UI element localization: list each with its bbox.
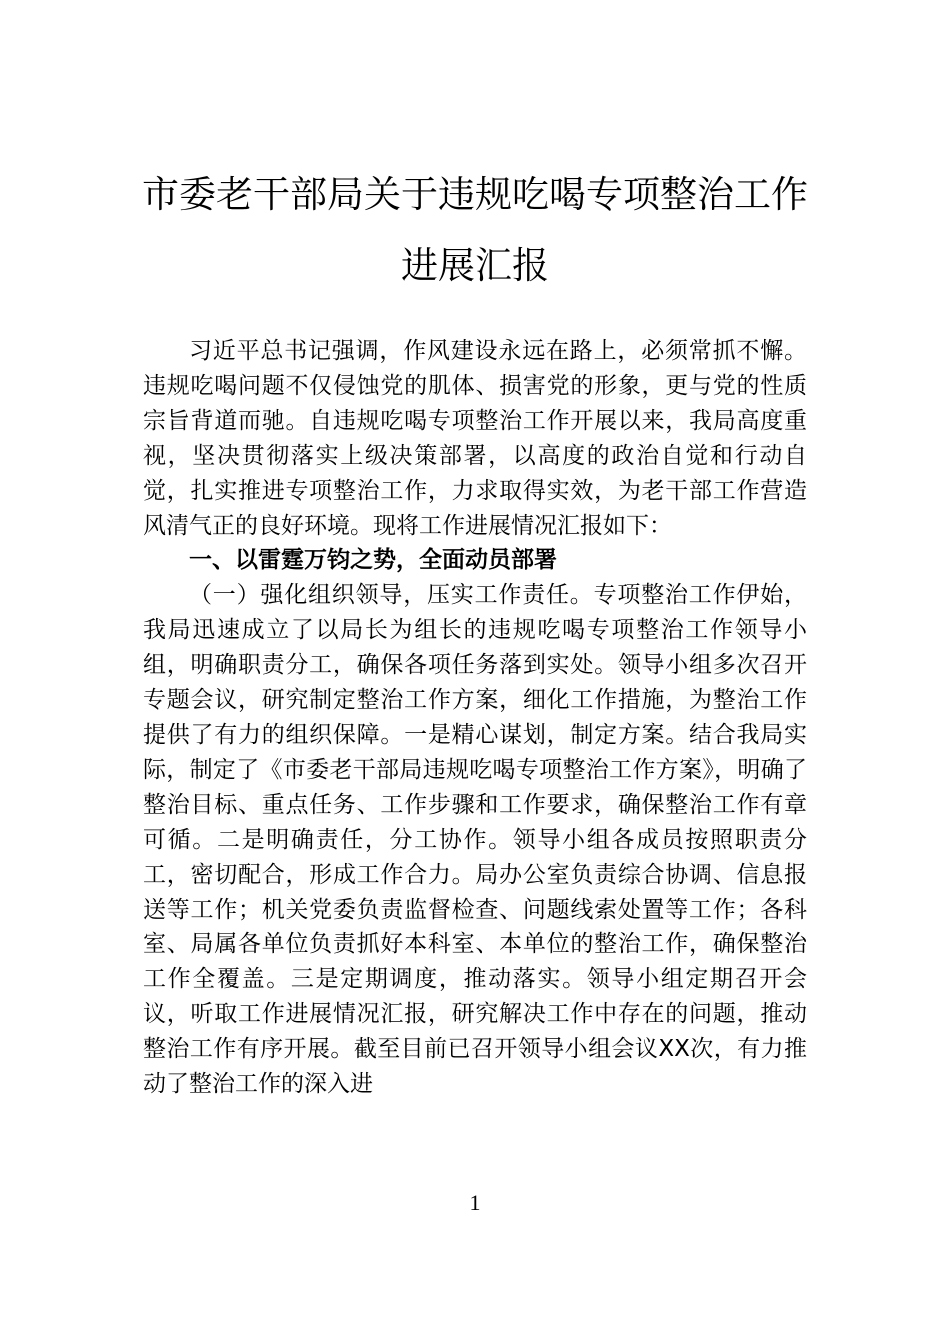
section-heading: 一、以雷霆万钧之势，全面动员部署 <box>189 547 557 574</box>
section-paragraph: （一）强化组织领导，压实工作责任。专项整治工作伊始，我局迅速成立了以局长为组长的违规吃喝专项整治工作领导小组，明确职责分工，确保各项任务落到实处。领导小组多次召开专题会议，研究制定整治工作方案，细化工作措施，为整治工作提供了有力的组织保障。一是精心谋划，制定方案。结合我局实际，制定了《市委老干部局违规吃喝专项整治工作方案》，明确了整治目标、重点任务、工作步骤和工作要求，确保整治工作有章可循。二是明确责任，分工协作。领导小组各成员按照职责分工，密切配合，形成工作合力。局办公室负责综合协调、信息报送等工作；机关党委负责监督检查、问题线索处置等工作；各科室、局属各单位负责抓好本科室、本单位的整治工作，确保整治工作全覆盖。三是定期调度，推动落实。领导小组定期召开会议，听取工作进展情况汇报，研究解决工作中存在的问题，推动整治工作有序开展。截至目前已召开领导小组会议XX次，有力推动了整治工作的深入进 <box>143 582 807 1098</box>
document-title-line-1: 市委老干部局关于违规吃喝专项整治工作 <box>142 173 808 216</box>
intro-paragraph: 习近平总书记强调，作风建设永远在路上，必须常抓不懈。违规吃喝问题不仅侵蚀党的肌体、损害党的形象，更与党的性质宗旨背道而驰。自违规吃喝专项整治工作开展以来，我局高度重视，坚决贯彻落实上级决策部署，以高度的政治自觉和行动自觉，扎实推进专项整治工作，力求取得实效，为老干部工作营造风清气正的良好环境。现将工作进展情况汇报如下： <box>143 338 807 539</box>
document-body <box>143 334 807 1102</box>
document-title-line-2: 进展汇报 <box>401 244 549 287</box>
page-number: 1 <box>469 1190 481 1215</box>
